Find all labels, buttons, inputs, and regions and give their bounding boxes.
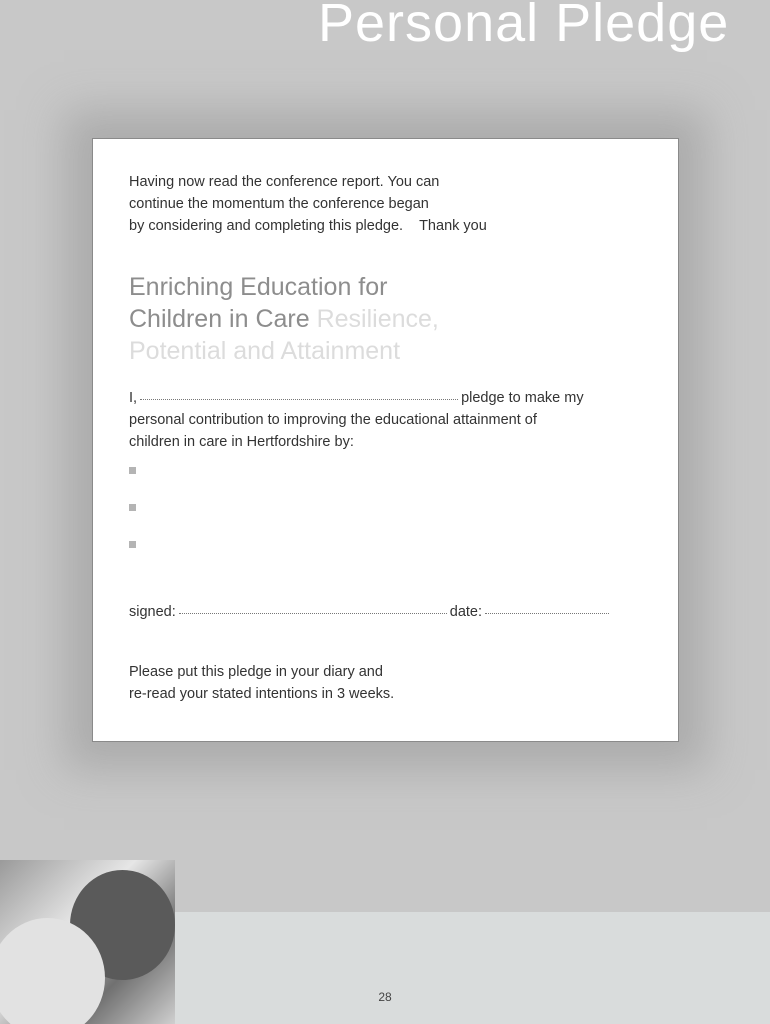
intro-line-text: by considering and completing this pledge. <box>129 218 404 234</box>
pledge-bullet-list <box>129 467 136 578</box>
pledge-line: personal contribution to improving the educational attainment of <box>129 412 537 428</box>
heading-light-text: Resilience, <box>316 305 439 333</box>
heading-dark-text: Children in Care <box>129 305 310 333</box>
page-number: 28 <box>378 990 392 1004</box>
bullet-marker <box>129 504 136 511</box>
heading-light-line: Potential and Attainment <box>129 337 401 365</box>
intro-paragraph <box>129 171 589 237</box>
closing-line: Please put this pledge in your diary and <box>129 664 383 680</box>
page-title: Personal Pledge <box>318 0 730 53</box>
intro-line: Having now read the conference report. You can <box>129 174 440 190</box>
signed-label: signed: <box>129 604 176 620</box>
name-field[interactable] <box>140 398 458 400</box>
closing-line: re-read your stated intentions in 3 weeks. <box>129 686 395 702</box>
pledge-suffix: pledge to make my <box>461 390 584 406</box>
signature-row <box>129 604 612 620</box>
thanks-text: Thank you <box>419 218 487 234</box>
bullet-marker <box>129 467 136 474</box>
intro-line: continue the momentum the conference began <box>129 196 429 212</box>
bullet-marker <box>129 541 136 548</box>
heading-line <box>129 303 609 335</box>
date-label: date: <box>449 604 483 620</box>
signature-field[interactable] <box>179 612 447 614</box>
closing-paragraph <box>129 661 549 705</box>
intro-line <box>129 215 589 237</box>
pledge-prefix: I, <box>129 390 138 406</box>
pledge-card <box>92 138 679 742</box>
pledge-name-row <box>129 387 629 409</box>
pledge-line: children in care in Hertfordshire by: <box>129 434 354 450</box>
pledge-statement <box>129 387 629 453</box>
date-field[interactable] <box>485 612 609 614</box>
heading-line: Enriching Education for <box>129 273 388 301</box>
pledge-heading <box>129 271 609 367</box>
